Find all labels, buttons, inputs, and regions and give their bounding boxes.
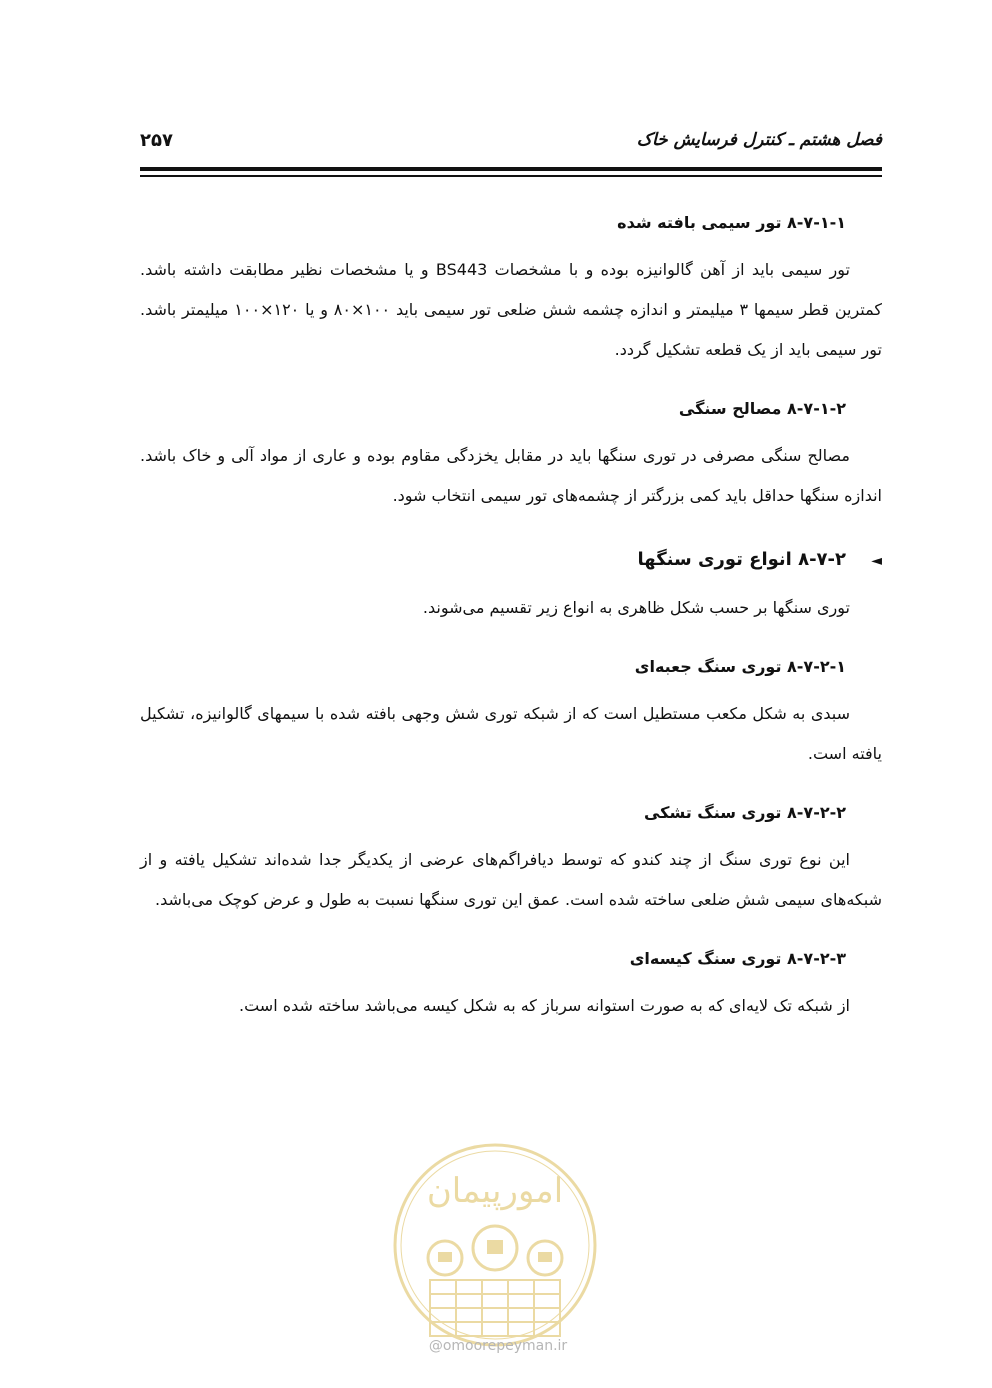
watermark-site-text: @omoorepeyman.ir — [428, 1338, 568, 1354]
bullet-arrow-icon: ◄ — [871, 553, 882, 569]
svg-text:امورپیمان: امورپیمان — [426, 1171, 564, 1211]
section-body-stone-materials: مصالح سنگی مصرفی در توری سنگها باید در مقابل یخزدگی مقاوم بوده و عاری از مواد آلی و خاک باشد. اندازه سنگها حداقل باید کمی بزرگتر از چشمه‌های تور سیمی انتخاب شود. — [140, 446, 882, 505]
page-content — [140, 210, 882, 1026]
watermark-seal-logo — [390, 1140, 600, 1350]
section-heading-sack-gabion: ۸-۷-۲-۳ توری سنگ کیسه‌ای — [629, 949, 846, 968]
section-body-box-gabion: سبدی به شکل مکعب مستطیل است که از شبکه توری شش وجهی بافته شده با سیمهای گالوانیزه، تشکیل یافته است. — [140, 704, 882, 763]
section-heading-gabion-types-text: ۸-۷-۲ انواع توری سنگها — [637, 549, 846, 570]
section-heading-gabion-types — [140, 546, 882, 574]
section-body-mattress-gabion: این نوع توری سنگ از چند کندو که توسط دیافراگم‌های عرضی از یکدیگر جدا شده‌اند تشکیل یافته و از شبکه‌های سیمی شش ضلعی ساخته شده است. عمق این توری سنگها نسبت به طول و عرض کوچک می‌باشد. — [140, 850, 882, 909]
section-heading-stone-materials: ۸-۷-۱-۲ مصالح سنگی — [678, 399, 846, 418]
section-heading-box-gabion: ۸-۷-۲-۱ توری سنگ جعبه‌ای — [634, 657, 846, 676]
section-heading-wire-mesh: ۸-۷-۱-۱ تور سیمی بافته شده — [617, 213, 846, 232]
section-body-sack-gabion: از شبکه تک لایه‌ای که به صورت استوانه سرباز که به شکل کیسه می‌باشد ساخته شده است. — [238, 996, 850, 1015]
section-heading-mattress-gabion: ۸-۷-۲-۲ توری سنگ تشکی — [643, 803, 846, 822]
page-number: ۲۵۷ — [140, 130, 173, 151]
section-body-gabion-types: توری سنگها بر حسب شکل ظاهری به انواع زیر تقسیم می‌شوند. — [422, 598, 850, 617]
header-rule-thick — [140, 167, 882, 171]
chapter-header-title: فصل هشتم ـ کنترل فرسایش خاک — [636, 130, 882, 150]
header-rule-thin — [140, 175, 882, 177]
section-body-wire-mesh: تور سیمی باید از آهن گالوانیزه بوده و با مشخصات BS443 و یا مشخصات نظیر مطابقت داشته باشد. کمترین قطر سیمها ۳ میلیمتر و اندازه چشمه شش ضلعی تور سیمی باید ۱۰۰×۸۰ و یا ۱۲۰×۱۰۰ میلیمتر باشد. تور سیمی باید از یک قطعه تشکیل گردد. — [140, 260, 882, 359]
